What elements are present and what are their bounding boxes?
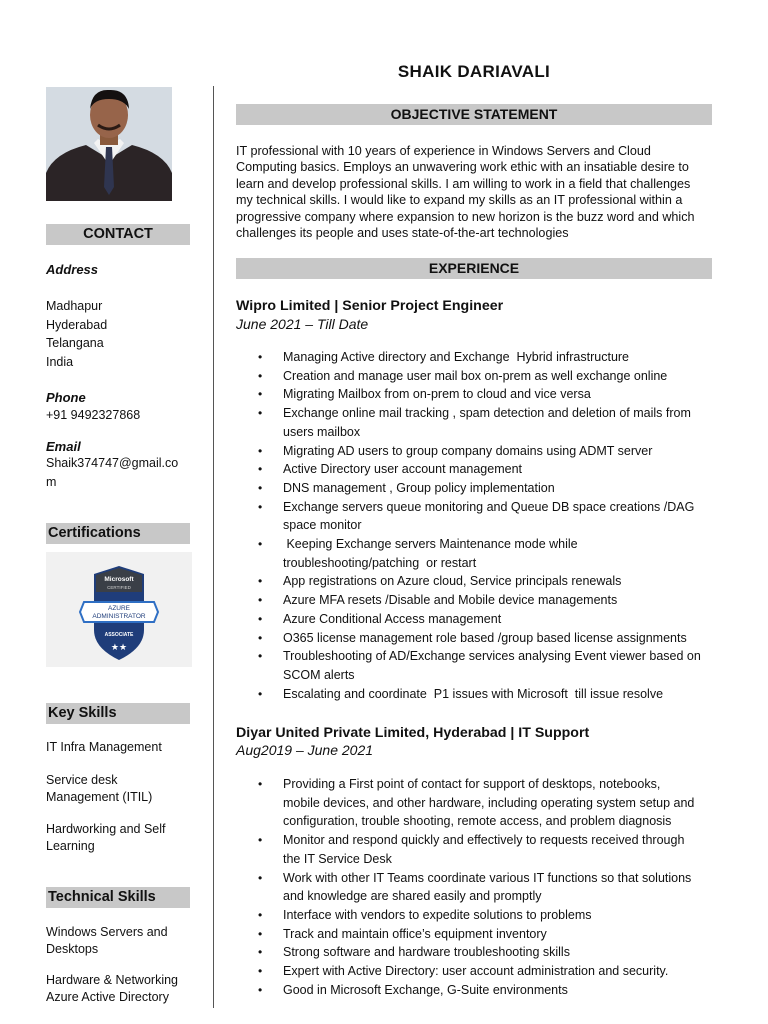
objective-line: IT professional with 10 years of experience in Windows Servers and Cloud (236, 144, 651, 158)
address-line: Telangana (46, 336, 104, 350)
technical-skill-item (46, 924, 194, 957)
job-duties-list (236, 348, 716, 703)
column-divider (213, 86, 214, 1008)
duty-line: • Exchange online mail tracking , spam detection and deletion of mails from (283, 406, 691, 421)
duty-line: • DNS management , Group policy implementation (283, 480, 555, 495)
badge-line2: ADMINISTRATOR (92, 613, 146, 620)
objective-line: Computing basics. Employs an unwavering work ethic with an insatiable desire to (236, 160, 689, 175)
duty-item (236, 610, 716, 629)
duty-item (236, 572, 716, 591)
key-skill-item (46, 821, 194, 854)
duty-item (236, 404, 716, 441)
duty-line: • Keeping Exchange servers Maintenance mode while (283, 537, 578, 552)
job-title: Diyar United Private Limited, Hyderabad | IT Support (236, 725, 590, 741)
technical-skill-item (46, 972, 194, 1005)
technical-skill-line: Hardware & Networking (46, 973, 178, 987)
duty-line: SCOM alerts (283, 667, 355, 682)
duty-line: • Monitor and respond quickly and effectively to requests received through (283, 833, 685, 848)
duty-line: mobile devices, and other hardware, including operating system setup and (283, 795, 695, 810)
duty-line: • Active Directory user account management (283, 462, 522, 477)
duty-line: • App registrations on Azure cloud, Service principals renewals (283, 574, 622, 589)
duty-item (236, 385, 716, 404)
duty-item (236, 943, 716, 962)
duty-item (236, 535, 716, 572)
key-skills-heading: Key Skills (46, 703, 190, 724)
contact-heading: CONTACT (46, 224, 190, 245)
address-text (46, 297, 194, 371)
objective-line: challenges its people and uses state-of-the-art technologies (236, 226, 569, 241)
duty-line: • O365 license management role based /group based license assignments (283, 630, 687, 645)
duty-line: • Interface with vendors to expedite solutions to problems (283, 907, 592, 922)
address-line: Madhapur (46, 299, 103, 313)
technical-skill-line: Windows Servers and (46, 925, 168, 939)
address-line: Hyderabad (46, 317, 108, 332)
duty-item (236, 831, 716, 868)
duty-item (236, 981, 716, 1000)
duty-line: • Creation and manage user mail box on-prem as well exchange online (283, 368, 668, 383)
duty-line: • Azure Conditional Access management (283, 611, 502, 626)
duty-line: and knowledge are shared easily and promptly (283, 889, 542, 904)
email-line: Shaik374747@gmail.co (46, 456, 179, 470)
email-label: Email (46, 439, 81, 454)
duty-item (236, 348, 716, 367)
key-skill-line: IT Infra Management (46, 740, 162, 754)
job-duties-list (236, 775, 716, 999)
duty-item (236, 479, 716, 498)
badge-stars-icon: ★★ (110, 643, 128, 653)
person-portrait-icon (46, 87, 172, 201)
duty-line: • Work with other IT Teams coordinate various IT functions so that solutions (283, 870, 692, 885)
duty-line: users mailbox (283, 424, 361, 439)
duty-line: • Strong software and hardware troubleshooting skills (283, 945, 570, 960)
badge-brand: Microsoft (104, 576, 134, 583)
duty-item (236, 775, 716, 831)
phone-number (46, 406, 194, 425)
azure-certification-badge (46, 552, 192, 667)
objective-line: progressive company where expansion to new horizon is the buzz word and which (236, 209, 695, 224)
candidate-name: SHAIK DARIAVALI (397, 62, 551, 81)
job-date: June 2021 – Till Date (236, 316, 369, 332)
job-date: Aug2019 – June 2021 (236, 742, 374, 758)
email-line: m (46, 474, 57, 489)
address-label: Address (46, 262, 99, 277)
duty-item (236, 591, 716, 610)
duty-line: • Escalating and coordinate P1 issues with Microsoft till issue resolve (283, 686, 664, 701)
badge-line1: AZURE (107, 605, 131, 612)
phone-label: Phone (46, 390, 86, 405)
duty-line: • Troubleshooting of AD/Exchange services analysing Event viewer based on (283, 649, 701, 664)
email-address (46, 454, 194, 491)
key-skill-item (46, 772, 194, 805)
objective-text (236, 143, 716, 241)
job-title: Wipro Limited | Senior Project Engineer (236, 298, 504, 314)
duty-item (236, 367, 716, 386)
objective-heading: OBJECTIVE STATEMENT (236, 104, 712, 125)
duty-line: • Exchange servers queue monitoring and Queue DB space creations /DAG (283, 499, 695, 514)
technical-skills-heading: Technical Skills (46, 887, 190, 908)
duty-line: • Track and maintain office’s equipment inventory (283, 926, 547, 941)
objective-line: learn and develop professional skills. I am willing to work in a field that challenges (236, 176, 691, 191)
duty-item (236, 442, 716, 461)
phone-value: +91 9492327868 (46, 408, 141, 422)
duty-line: • Expert with Active Directory: user account administration and security. (283, 964, 669, 979)
key-skill-line: Learning (46, 838, 95, 853)
experience-heading: EXPERIENCE (236, 258, 712, 279)
profile-photo (46, 87, 172, 201)
duty-item (236, 498, 716, 535)
azure-administrator-badge-icon (46, 552, 192, 667)
duty-line: • Good in Microsoft Exchange, G-Suite environments (283, 982, 568, 997)
duty-item (236, 629, 716, 648)
duty-line: • Providing a First point of contact for support of desktops, notebooks, (283, 777, 661, 791)
duty-line: troubleshooting/patching or restart (283, 555, 477, 570)
key-skill-line: Management (ITIL) (46, 789, 153, 804)
duty-line: • Managing Active directory and Exchange Hybrid infrastructure (283, 350, 630, 364)
address-line: India (46, 354, 74, 369)
duty-item (236, 460, 716, 479)
key-skill-line: Service desk (46, 773, 118, 787)
duty-item (236, 962, 716, 981)
duty-line: • Migrating AD users to group company domains using ADMT server (283, 443, 653, 458)
duty-line: configuration, trouble shooting, remote access, and problem diagnosis (283, 814, 672, 829)
technical-skill-line: Desktops (46, 941, 99, 956)
duty-item (236, 869, 716, 906)
duty-line: • Migrating Mailbox from on-prem to cloud and vice versa (283, 387, 591, 402)
duty-line: • Azure MFA resets /Disable and Mobile device managements (283, 593, 618, 608)
certifications-heading: Certifications (46, 523, 190, 544)
duty-line: the IT Service Desk (283, 851, 392, 866)
badge-sub: CERTIFIED (107, 585, 131, 590)
technical-skill-line: Azure Active Directory (46, 989, 169, 1004)
key-skill-item (46, 739, 194, 756)
objective-line: my technical skills. I would like to expand my skills as an IT professional within a (236, 193, 683, 208)
duty-line: space monitor (283, 518, 362, 533)
badge-level: ASSOCIATE (104, 632, 134, 638)
duty-item (236, 647, 716, 684)
key-skill-line: Hardworking and Self (46, 822, 166, 836)
duty-item (236, 906, 716, 925)
duty-item (236, 685, 716, 704)
duty-item (236, 925, 716, 944)
